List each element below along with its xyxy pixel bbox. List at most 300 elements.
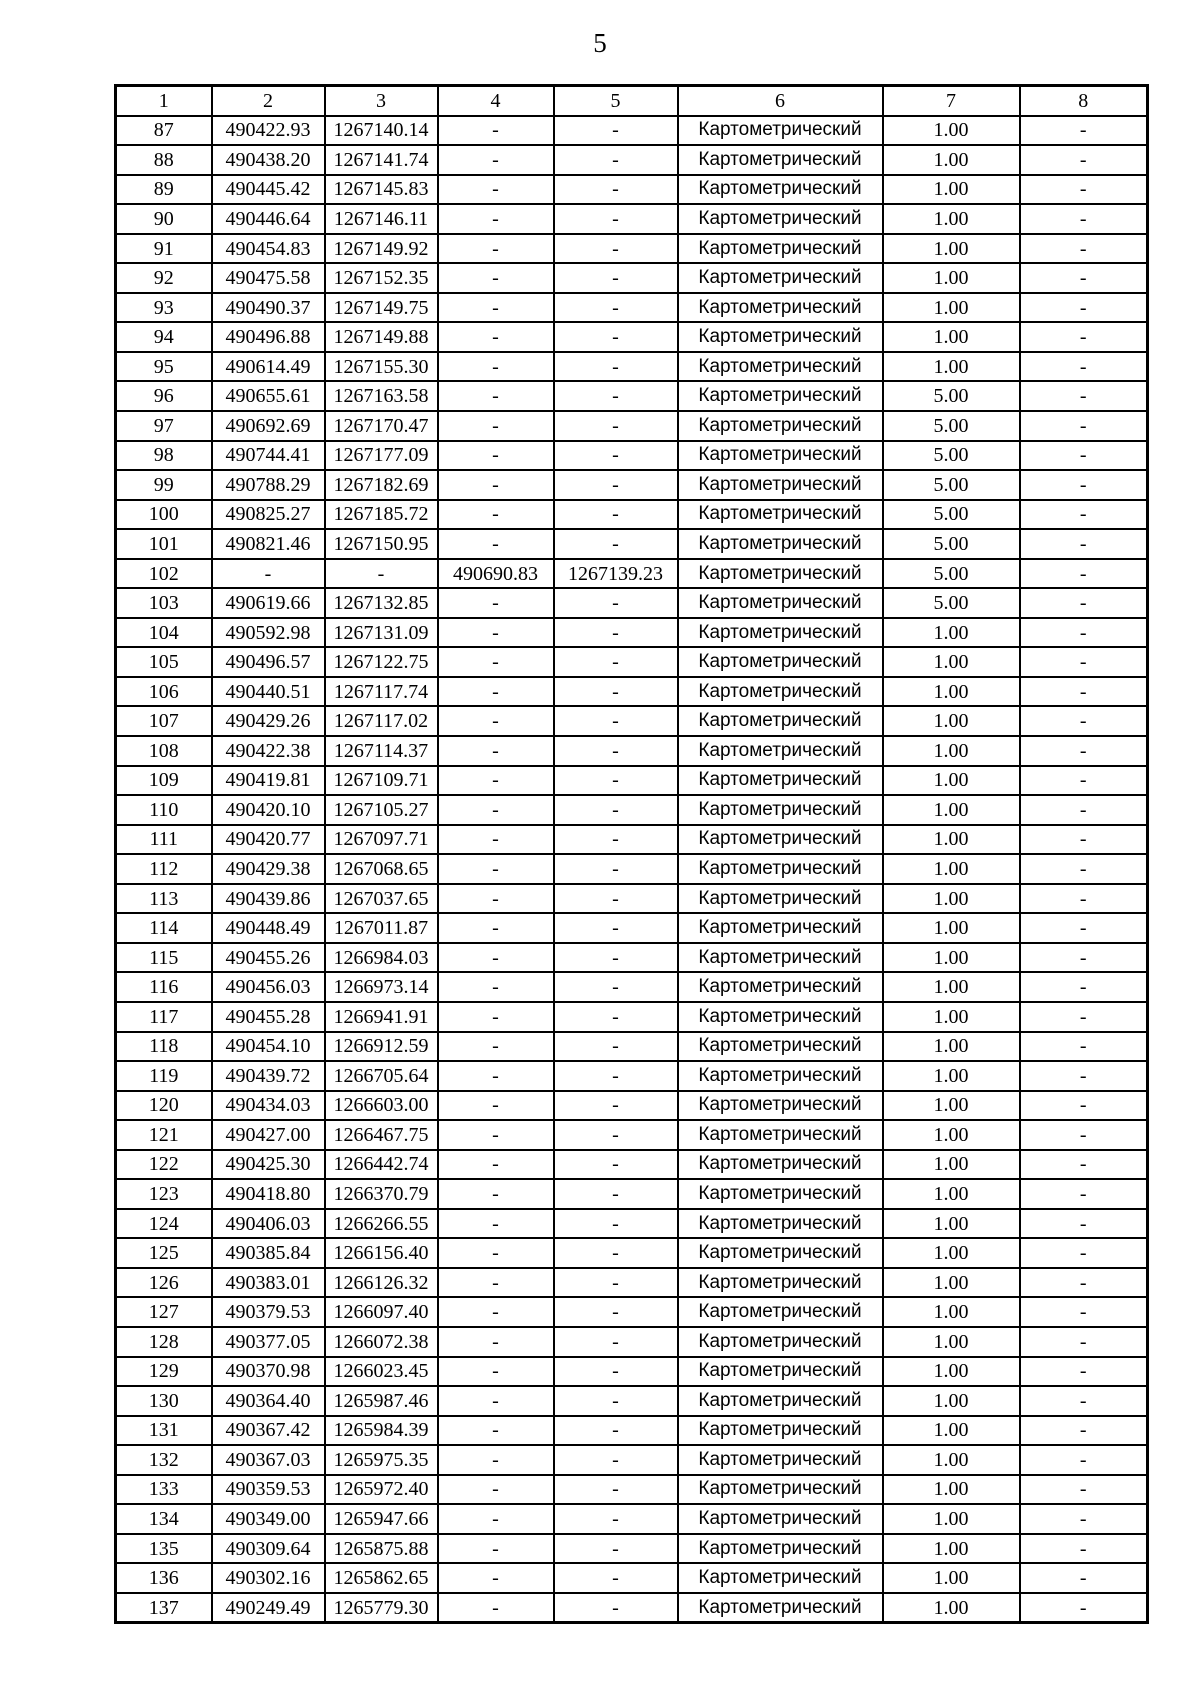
accuracy-cell: 1.00 (883, 854, 1020, 884)
table-row (116, 795, 1148, 825)
y-new-cell: - (554, 736, 678, 766)
y-coordinate-cell: 1267145.83 (325, 175, 438, 205)
accuracy-cell: 1.00 (883, 263, 1020, 293)
x-coordinate-cell: 490456.03 (212, 972, 325, 1002)
point-number-cell: 134 (116, 1504, 212, 1534)
point-number-cell: 120 (116, 1091, 212, 1121)
x-coordinate-cell: 490367.42 (212, 1416, 325, 1446)
y-coordinate-cell: 1266156.40 (325, 1238, 438, 1268)
accuracy-cell: 1.00 (883, 1032, 1020, 1062)
method-cell: Картометрический (678, 1357, 883, 1387)
x-coordinate-cell: 490448.49 (212, 913, 325, 943)
accuracy-cell: 1.00 (883, 1002, 1020, 1032)
x-new-cell: - (438, 706, 554, 736)
table-row (116, 263, 1148, 293)
y-coordinate-cell: 1265987.46 (325, 1386, 438, 1416)
y-new-cell: - (554, 795, 678, 825)
table-row (116, 293, 1148, 323)
table-row (116, 736, 1148, 766)
x-coordinate-cell: 490349.00 (212, 1504, 325, 1534)
method-cell: Картометрический (678, 1120, 883, 1150)
accuracy-cell: 1.00 (883, 352, 1020, 382)
x-new-cell: - (438, 411, 554, 441)
note-cell: - (1020, 411, 1148, 441)
y-new-cell: - (554, 972, 678, 1002)
x-new-cell: - (438, 145, 554, 175)
x-new-cell: - (438, 500, 554, 530)
column-header: 2 (212, 86, 325, 116)
accuracy-cell: 1.00 (883, 1150, 1020, 1180)
x-new-cell: - (438, 1002, 554, 1032)
method-cell: Картометрический (678, 943, 883, 973)
note-cell: - (1020, 1386, 1148, 1416)
accuracy-cell: 1.00 (883, 1504, 1020, 1534)
x-coordinate-cell: 490364.40 (212, 1386, 325, 1416)
note-cell: - (1020, 441, 1148, 471)
x-coordinate-cell: 490454.83 (212, 234, 325, 264)
y-coordinate-cell: 1267141.74 (325, 145, 438, 175)
note-cell: - (1020, 1416, 1148, 1446)
point-number-cell: 99 (116, 470, 212, 500)
accuracy-cell: 1.00 (883, 795, 1020, 825)
y-coordinate-cell: 1267117.74 (325, 677, 438, 707)
x-new-cell: 490690.83 (438, 559, 554, 589)
note-cell: - (1020, 1475, 1148, 1505)
accuracy-cell: 1.00 (883, 943, 1020, 973)
note-cell: - (1020, 1504, 1148, 1534)
note-cell: - (1020, 1120, 1148, 1150)
point-number-cell: 89 (116, 175, 212, 205)
table-row (116, 1091, 1148, 1121)
y-new-cell: - (554, 1091, 678, 1121)
note-cell: - (1020, 145, 1148, 175)
x-coordinate-cell: 490379.53 (212, 1297, 325, 1327)
note-cell: - (1020, 943, 1148, 973)
y-coordinate-cell: 1267097.71 (325, 825, 438, 855)
y-new-cell: - (554, 1120, 678, 1150)
note-cell: - (1020, 647, 1148, 677)
table-row (116, 352, 1148, 382)
accuracy-cell: 1.00 (883, 175, 1020, 205)
method-cell: Картометрический (678, 1209, 883, 1239)
table-row (116, 204, 1148, 234)
y-new-cell: - (554, 1504, 678, 1534)
table-row (116, 677, 1148, 707)
point-number-cell: 129 (116, 1357, 212, 1387)
note-cell: - (1020, 1297, 1148, 1327)
x-coordinate-cell: 490439.72 (212, 1061, 325, 1091)
table-row (116, 559, 1148, 589)
table-row (116, 1061, 1148, 1091)
table-row (116, 618, 1148, 648)
y-coordinate-cell: 1266266.55 (325, 1209, 438, 1239)
x-new-cell: - (438, 1386, 554, 1416)
method-cell: Картометрический (678, 1091, 883, 1121)
y-coordinate-cell: 1265947.66 (325, 1504, 438, 1534)
y-coordinate-cell: 1267152.35 (325, 263, 438, 293)
y-coordinate-cell: 1267149.92 (325, 234, 438, 264)
point-number-cell: 111 (116, 825, 212, 855)
x-new-cell: - (438, 1297, 554, 1327)
method-cell: Картометрический (678, 1061, 883, 1091)
note-cell: - (1020, 1534, 1148, 1564)
point-number-cell: 100 (116, 500, 212, 530)
note-cell: - (1020, 293, 1148, 323)
x-coordinate-cell: 490496.57 (212, 647, 325, 677)
x-coordinate-cell: 490418.80 (212, 1179, 325, 1209)
x-new-cell: - (438, 529, 554, 559)
method-cell: Картометрический (678, 381, 883, 411)
x-coordinate-cell: 490655.61 (212, 381, 325, 411)
y-coordinate-cell: 1266912.59 (325, 1032, 438, 1062)
y-coordinate-cell: 1267150.95 (325, 529, 438, 559)
table-row (116, 1445, 1148, 1475)
x-new-cell: - (438, 677, 554, 707)
x-new-cell: - (438, 1534, 554, 1564)
x-new-cell: - (438, 1327, 554, 1357)
y-coordinate-cell: 1267109.71 (325, 766, 438, 796)
y-new-cell: - (554, 322, 678, 352)
x-new-cell: - (438, 352, 554, 382)
table-row (116, 145, 1148, 175)
method-cell: Картометрический (678, 470, 883, 500)
point-number-cell: 122 (116, 1150, 212, 1180)
note-cell: - (1020, 972, 1148, 1002)
y-coordinate-cell: 1267149.88 (325, 322, 438, 352)
point-number-cell: 126 (116, 1268, 212, 1298)
y-new-cell: - (554, 441, 678, 471)
x-coordinate-cell: 490438.20 (212, 145, 325, 175)
note-cell: - (1020, 116, 1148, 146)
note-cell: - (1020, 559, 1148, 589)
note-cell: - (1020, 322, 1148, 352)
accuracy-cell: 1.00 (883, 116, 1020, 146)
x-coordinate-cell: 490788.29 (212, 470, 325, 500)
x-new-cell: - (438, 766, 554, 796)
point-number-cell: 115 (116, 943, 212, 973)
method-cell: Картометрический (678, 884, 883, 914)
note-cell: - (1020, 1091, 1148, 1121)
table-row (116, 1504, 1148, 1534)
y-coordinate-cell: 1267105.27 (325, 795, 438, 825)
y-coordinate-cell: 1267182.69 (325, 470, 438, 500)
column-header: 1 (116, 86, 212, 116)
table-row (116, 943, 1148, 973)
point-number-cell: 94 (116, 322, 212, 352)
column-header: 8 (1020, 86, 1148, 116)
method-cell: Картометрический (678, 618, 883, 648)
table-row (116, 1475, 1148, 1505)
y-coordinate-cell: 1267163.58 (325, 381, 438, 411)
point-number-cell: 101 (116, 529, 212, 559)
method-cell: Картометрический (678, 795, 883, 825)
table-row (116, 706, 1148, 736)
table-row (116, 1534, 1148, 1564)
method-cell: Картометрический (678, 854, 883, 884)
point-number-cell: 87 (116, 116, 212, 146)
accuracy-cell: 1.00 (883, 1475, 1020, 1505)
accuracy-cell: 1.00 (883, 736, 1020, 766)
x-new-cell: - (438, 234, 554, 264)
x-coordinate-cell: 490455.26 (212, 943, 325, 973)
y-new-cell: - (554, 1179, 678, 1209)
note-cell: - (1020, 1327, 1148, 1357)
table-row (116, 1032, 1148, 1062)
point-number-cell: 119 (116, 1061, 212, 1091)
y-new-cell: - (554, 1475, 678, 1505)
table-row (116, 500, 1148, 530)
x-new-cell: - (438, 322, 554, 352)
x-new-cell: - (438, 1179, 554, 1209)
y-coordinate-cell: 1267037.65 (325, 884, 438, 914)
x-new-cell: - (438, 972, 554, 1002)
table-row (116, 1209, 1148, 1239)
x-new-cell: - (438, 470, 554, 500)
x-coordinate-cell: 490454.10 (212, 1032, 325, 1062)
method-cell: Картометрический (678, 1416, 883, 1446)
y-new-cell: - (554, 825, 678, 855)
note-cell: - (1020, 381, 1148, 411)
accuracy-cell: 1.00 (883, 1238, 1020, 1268)
x-new-cell: - (438, 1150, 554, 1180)
method-cell: Картометрический (678, 234, 883, 264)
accuracy-cell: 1.00 (883, 766, 1020, 796)
y-coordinate-cell: 1267155.30 (325, 352, 438, 382)
x-new-cell: - (438, 204, 554, 234)
table-row (116, 1416, 1148, 1446)
x-new-cell: - (438, 441, 554, 471)
x-new-cell: - (438, 1563, 554, 1593)
y-coordinate-cell: 1265984.39 (325, 1416, 438, 1446)
table-row (116, 913, 1148, 943)
method-cell: Картометрический (678, 529, 883, 559)
x-coordinate-cell: 490383.01 (212, 1268, 325, 1298)
y-coordinate-cell: 1267185.72 (325, 500, 438, 530)
point-number-cell: 135 (116, 1534, 212, 1564)
method-cell: Картометрический (678, 204, 883, 234)
point-number-cell: 104 (116, 618, 212, 648)
y-new-cell: - (554, 1032, 678, 1062)
method-cell: Картометрический (678, 411, 883, 441)
point-number-cell: 107 (116, 706, 212, 736)
y-coordinate-cell: 1266941.91 (325, 1002, 438, 1032)
x-coordinate-cell: 490692.69 (212, 411, 325, 441)
x-coordinate-cell: 490422.93 (212, 116, 325, 146)
x-new-cell: - (438, 1357, 554, 1387)
x-new-cell: - (438, 116, 554, 146)
x-coordinate-cell: 490420.10 (212, 795, 325, 825)
note-cell: - (1020, 1209, 1148, 1239)
method-cell: Картометрический (678, 1297, 883, 1327)
method-cell: Картометрический (678, 588, 883, 618)
method-cell: Картометрический (678, 677, 883, 707)
point-number-cell: 127 (116, 1297, 212, 1327)
table-row (116, 1179, 1148, 1209)
accuracy-cell: 1.00 (883, 1209, 1020, 1239)
accuracy-cell: 1.00 (883, 647, 1020, 677)
table-row (116, 1238, 1148, 1268)
y-new-cell: - (554, 293, 678, 323)
point-number-cell: 123 (116, 1179, 212, 1209)
method-cell: Картометрический (678, 766, 883, 796)
y-new-cell: - (554, 1357, 678, 1387)
x-coordinate-cell: 490446.64 (212, 204, 325, 234)
y-coordinate-cell: 1267011.87 (325, 913, 438, 943)
y-coordinate-cell: 1266072.38 (325, 1327, 438, 1357)
y-coordinate-cell: 1267170.47 (325, 411, 438, 441)
method-cell: Картометрический (678, 1179, 883, 1209)
x-coordinate-cell: 490619.66 (212, 588, 325, 618)
column-header: 4 (438, 86, 554, 116)
y-new-cell: - (554, 1061, 678, 1091)
accuracy-cell: 1.00 (883, 1563, 1020, 1593)
point-number-cell: 98 (116, 441, 212, 471)
x-coordinate-cell: 490377.05 (212, 1327, 325, 1357)
x-coordinate-cell: 490406.03 (212, 1209, 325, 1239)
accuracy-cell: 1.00 (883, 1091, 1020, 1121)
table-row (116, 1150, 1148, 1180)
x-new-cell: - (438, 1268, 554, 1298)
y-coordinate-cell: 1266705.64 (325, 1061, 438, 1091)
table-row (116, 588, 1148, 618)
note-cell: - (1020, 1563, 1148, 1593)
x-coordinate-cell: 490425.30 (212, 1150, 325, 1180)
accuracy-cell: 1.00 (883, 1179, 1020, 1209)
x-new-cell: - (438, 647, 554, 677)
y-new-cell: - (554, 677, 678, 707)
point-number-cell: 106 (116, 677, 212, 707)
accuracy-cell: 1.00 (883, 706, 1020, 736)
y-new-cell: - (554, 1534, 678, 1564)
method-cell: Картометрический (678, 1238, 883, 1268)
x-coordinate-cell: 490359.53 (212, 1475, 325, 1505)
accuracy-cell: 1.00 (883, 1416, 1020, 1446)
note-cell: - (1020, 854, 1148, 884)
point-number-cell: 103 (116, 588, 212, 618)
table-header-row (116, 86, 1148, 116)
method-cell: Картометрический (678, 1327, 883, 1357)
method-cell: Картометрический (678, 263, 883, 293)
y-new-cell: - (554, 1563, 678, 1593)
y-new-cell: - (554, 204, 678, 234)
y-coordinate-cell: 1267177.09 (325, 441, 438, 471)
point-number-cell: 96 (116, 381, 212, 411)
x-coordinate-cell: 490429.38 (212, 854, 325, 884)
x-new-cell: - (438, 913, 554, 943)
x-new-cell: - (438, 1416, 554, 1446)
y-coordinate-cell: 1266023.45 (325, 1357, 438, 1387)
x-coordinate-cell: 490367.03 (212, 1445, 325, 1475)
y-new-cell: - (554, 381, 678, 411)
x-coordinate-cell: 490309.64 (212, 1534, 325, 1564)
method-cell: Картометрический (678, 1032, 883, 1062)
y-new-cell: - (554, 618, 678, 648)
accuracy-cell: 1.00 (883, 234, 1020, 264)
y-new-cell: - (554, 588, 678, 618)
method-cell: Картометрический (678, 352, 883, 382)
method-cell: Картометрический (678, 972, 883, 1002)
accuracy-cell: 1.00 (883, 972, 1020, 1002)
note-cell: - (1020, 1179, 1148, 1209)
accuracy-cell: 1.00 (883, 1534, 1020, 1564)
y-new-cell: - (554, 470, 678, 500)
method-cell: Картометрический (678, 647, 883, 677)
point-number-cell: 88 (116, 145, 212, 175)
x-coordinate-cell: 490385.84 (212, 1238, 325, 1268)
note-cell: - (1020, 234, 1148, 264)
note-cell: - (1020, 529, 1148, 559)
table-row (116, 1563, 1148, 1593)
y-new-cell: - (554, 411, 678, 441)
point-number-cell: 128 (116, 1327, 212, 1357)
accuracy-cell: 1.00 (883, 1327, 1020, 1357)
y-new-cell: - (554, 1150, 678, 1180)
y-coordinate-cell: 1265875.88 (325, 1534, 438, 1564)
y-new-cell: - (554, 263, 678, 293)
table-row (116, 1002, 1148, 1032)
y-new-cell: - (554, 647, 678, 677)
point-number-cell: 116 (116, 972, 212, 1002)
method-cell: Картометрический (678, 1563, 883, 1593)
x-coordinate-cell: 490420.77 (212, 825, 325, 855)
note-cell: - (1020, 1032, 1148, 1062)
x-new-cell: - (438, 618, 554, 648)
y-coordinate-cell: 1267149.75 (325, 293, 438, 323)
table-row (116, 381, 1148, 411)
y-new-cell: - (554, 234, 678, 264)
point-number-cell: 110 (116, 795, 212, 825)
accuracy-cell: 1.00 (883, 1445, 1020, 1475)
point-number-cell: 102 (116, 559, 212, 589)
x-new-cell: - (438, 588, 554, 618)
table-row (116, 1357, 1148, 1387)
x-coordinate-cell: 490475.58 (212, 263, 325, 293)
x-new-cell: - (438, 1091, 554, 1121)
note-cell: - (1020, 1061, 1148, 1091)
point-number-cell: 90 (116, 204, 212, 234)
accuracy-cell: 1.00 (883, 618, 1020, 648)
note-cell: - (1020, 1357, 1148, 1387)
x-coordinate-cell: 490370.98 (212, 1357, 325, 1387)
point-number-cell: 91 (116, 234, 212, 264)
y-new-cell: - (554, 1593, 678, 1623)
note-cell: - (1020, 175, 1148, 205)
note-cell: - (1020, 825, 1148, 855)
y-coordinate-cell: - (325, 559, 438, 589)
accuracy-cell: 5.00 (883, 529, 1020, 559)
point-number-cell: 131 (116, 1416, 212, 1446)
method-cell: Картометрический (678, 1504, 883, 1534)
accuracy-cell: 1.00 (883, 884, 1020, 914)
accuracy-cell: 1.00 (883, 1120, 1020, 1150)
y-coordinate-cell: 1267131.09 (325, 618, 438, 648)
table-row (116, 1120, 1148, 1150)
note-cell: - (1020, 677, 1148, 707)
y-coordinate-cell: 1266442.74 (325, 1150, 438, 1180)
accuracy-cell: 1.00 (883, 1357, 1020, 1387)
y-new-cell: - (554, 500, 678, 530)
table-row (116, 647, 1148, 677)
y-coordinate-cell: 1266370.79 (325, 1179, 438, 1209)
note-cell: - (1020, 1268, 1148, 1298)
x-new-cell: - (438, 1445, 554, 1475)
point-number-cell: 112 (116, 854, 212, 884)
note-cell: - (1020, 884, 1148, 914)
table-row (116, 1386, 1148, 1416)
x-new-cell: - (438, 825, 554, 855)
method-cell: Картометрический (678, 145, 883, 175)
table-row (116, 529, 1148, 559)
